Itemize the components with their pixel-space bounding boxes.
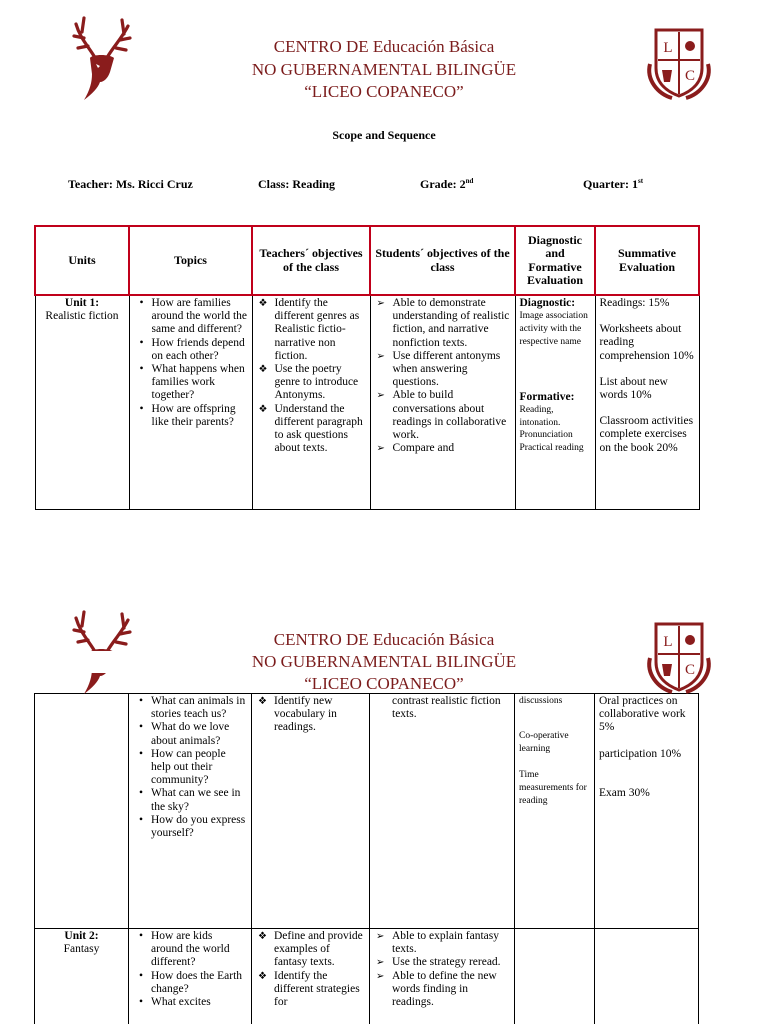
unit-title: Unit 1: — [64, 297, 100, 309]
class-label: Class: Reading — [258, 177, 336, 191]
summative-cell — [595, 929, 699, 1024]
quarter-suffix: st — [637, 177, 644, 185]
teacher-objectives-cell — [252, 295, 370, 509]
header-units: Units — [35, 226, 129, 295]
header-students-objectives: Students´ objectives of the class — [370, 226, 515, 295]
list-item-continued: contrast realistic fiction texts. — [392, 695, 501, 721]
school-header — [0, 0, 768, 110]
formative-label: Formative: — [519, 390, 575, 403]
summative-item: Exam 30% — [599, 786, 650, 799]
student-objectives-cell — [370, 929, 515, 1024]
diagnostic-item: Time measurements for reading — [519, 770, 587, 806]
topics-cell — [129, 929, 252, 1024]
quarter-text: Quarter: 1 — [583, 177, 638, 191]
school-name-line-3: “LICEO COPANECO” — [304, 674, 464, 693]
document-title: Scope and Sequence — [332, 128, 436, 142]
diagnostic-item: discussions — [519, 696, 563, 706]
summative-item: List about new words 10% — [599, 375, 668, 402]
diagnostic-text: Image association activity with the respective name — [519, 311, 588, 347]
diagnostic-cell — [515, 694, 595, 929]
list-item: ❖ Identify new vocabulary in readings. — [256, 695, 365, 735]
summative-item: participation 10% — [599, 747, 682, 760]
page-two — [0, 560, 768, 1024]
unit-title: Unit 2: — [64, 930, 99, 942]
school-name-line-1: CENTRO DE Educación Básica — [273, 630, 495, 649]
list-item: ❖ Use the poetry genre to introduce Antonyms. — [257, 363, 366, 403]
student-objectives-cell — [370, 694, 515, 929]
diagnostic-cell — [515, 295, 595, 509]
scope-table — [34, 225, 700, 510]
list-item: ➢ Able to define the new words finding in readings. — [374, 970, 510, 1010]
topics-cell — [129, 295, 252, 509]
svg-text:L: L — [663, 634, 673, 650]
diagnostic-item: Co-operative learning — [519, 730, 569, 754]
teacher-label: Teacher: Ms. Ricci Cruz — [68, 177, 193, 191]
list-item: • How are families around the world the same and different? — [134, 297, 248, 337]
school-name-line-1: CENTRO DE Educación Básica — [273, 37, 495, 56]
list-item: ➢ Use the strategy reread. — [374, 956, 510, 969]
table-row-unit-1-continued — [35, 694, 699, 929]
unit-cell — [35, 295, 129, 509]
list-item: • How friends depend on each other? — [134, 337, 248, 363]
table-header-row — [35, 226, 699, 295]
grade-suffix: nd — [465, 177, 474, 185]
list-item: ❖ Identify the different genres as Realistic fictio-narrative non fiction. — [257, 297, 366, 363]
teacher-objectives-cell — [252, 694, 370, 929]
table-row-unit-2 — [35, 929, 699, 1024]
quarter-label — [583, 177, 643, 192]
list-item: • How can people help out their community? — [133, 748, 247, 788]
list-item: • What excites — [133, 996, 247, 1009]
unit-name: Fantasy — [63, 943, 100, 955]
table-row-unit-1 — [35, 295, 699, 509]
summative-item: Classroom activities complete exercises on the book 20% — [599, 415, 694, 454]
svg-text:L: L — [663, 40, 673, 56]
svg-text:C: C — [684, 662, 696, 678]
svg-text:C: C — [684, 68, 696, 84]
grade-label — [420, 177, 473, 192]
formative-text: Reading, intonation. Pronunciation Practical reading — [519, 404, 584, 454]
list-item: • What can animals in stories teach us? — [133, 695, 247, 721]
list-item: • How are kids around the world different? — [133, 930, 247, 970]
list-item: • How do you express yourself? — [133, 814, 247, 840]
list-item: ➢ Able to explain fantasy texts. — [374, 930, 510, 956]
header-teachers-objectives: Teachers´ objectives of the class — [252, 226, 370, 295]
summative-item: Worksheets about reading comprehension 10% — [599, 323, 694, 362]
school-name-line-3: “LICEO COPANECO” — [304, 82, 464, 101]
summative-cell — [595, 295, 699, 509]
list-item: ❖ Understand the different paragraph to ask questions about texts. — [257, 403, 366, 456]
unit-cell — [35, 929, 129, 1024]
list-item: • How are offspring like their parents? — [134, 403, 248, 429]
teacher-objectives-cell — [252, 929, 370, 1024]
summative-item: Oral practices on collaborative work 5% — [599, 695, 686, 734]
unit-name: Realistic fiction — [45, 310, 119, 322]
topics-cell — [129, 694, 252, 929]
scope-table-continued — [34, 693, 699, 1024]
student-objectives-cell — [370, 295, 515, 509]
school-name-line-2: NO GUBERNAMENTAL BILINGÜE — [0, 651, 768, 673]
list-item: • What can we see in the sky? — [133, 787, 247, 813]
header-diagnostic: Diagnostic and Formative Evaluation — [515, 226, 595, 295]
list-item: • What happens when families work together? — [134, 363, 248, 403]
diagnostic-label: Diagnostic: — [519, 297, 576, 309]
school-seal-icon — [642, 24, 716, 100]
grade-text: Grade: 2 — [420, 177, 466, 191]
header-summative: Summative Evaluation — [595, 226, 699, 295]
list-item: • How does the Earth change? — [133, 970, 247, 996]
header-topics: Topics — [129, 226, 252, 295]
diagnostic-cell — [515, 929, 595, 1024]
list-item: ➢ Use different antonyms when answering questions. — [375, 350, 511, 390]
list-item: ➢ Compare and — [375, 442, 511, 455]
list-item: • What do we love about animals? — [133, 721, 247, 747]
summative-item: Readings: 15% — [599, 297, 670, 309]
summative-cell — [595, 694, 699, 929]
list-item: ❖ Identify the different strategies for — [256, 970, 365, 1010]
list-item: ❖ Define and provide examples of fantasy texts. — [256, 930, 365, 970]
list-item: ➢ Able to build conversations about readings in collaborative work. — [375, 389, 511, 442]
school-header-repeat — [0, 560, 768, 678]
school-name-line-2: NO GUBERNAMENTAL BILINGÜE — [251, 60, 517, 79]
list-item: ➢ Able to demonstrate understanding of realistic fiction, and narrative nonfiction texts. — [375, 297, 511, 350]
unit-cell — [35, 694, 129, 929]
